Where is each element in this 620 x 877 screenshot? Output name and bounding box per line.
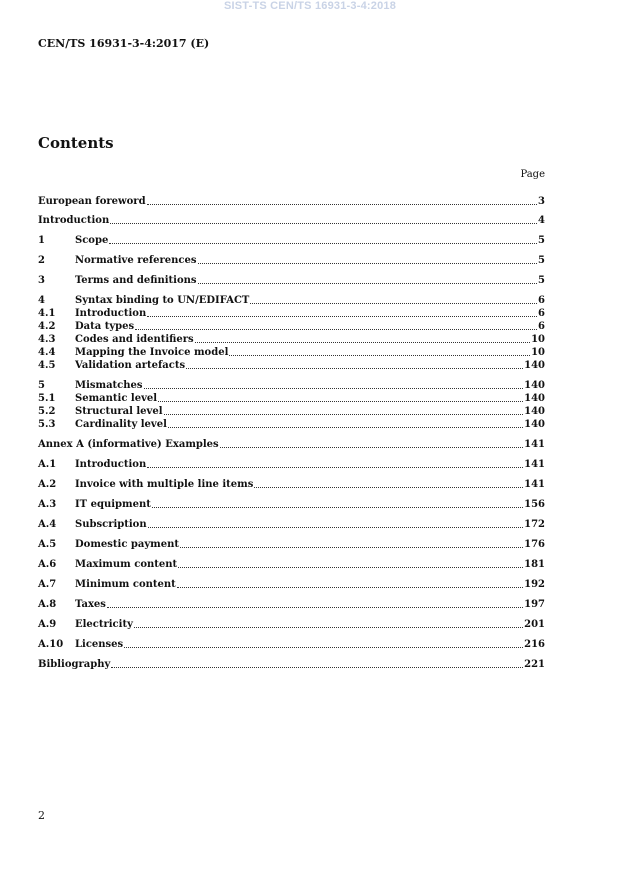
- toc-entry-number: A.8: [38, 599, 57, 610]
- toc-entry-number: 4.1: [38, 308, 56, 319]
- dot-leader: [147, 467, 523, 468]
- toc-entry-page: 5: [538, 275, 545, 286]
- toc-entry-page: 221: [524, 659, 545, 670]
- dot-leader: [178, 567, 523, 568]
- dot-leader: [147, 316, 537, 317]
- table-of-contents: [38, 195, 545, 671]
- dot-leader: [158, 401, 523, 402]
- toc-entry-number: A.3: [38, 499, 57, 510]
- dot-leader: [164, 414, 524, 415]
- toc-entry[interactable]: [38, 392, 545, 405]
- toc-entry-title: Domestic payment: [75, 539, 180, 550]
- toc-entry-page: 176: [524, 539, 545, 550]
- toc-entry-number: 4.5: [38, 360, 56, 371]
- toc-entry-title: Mapping the Invoice model: [75, 347, 229, 358]
- dot-leader: [220, 447, 523, 448]
- dot-leader: [152, 507, 523, 508]
- toc-entry[interactable]: [38, 307, 545, 320]
- toc-entry-number: A.5: [38, 539, 57, 550]
- toc-entry-page: 140: [524, 419, 545, 430]
- toc-entry-page: 140: [524, 406, 545, 417]
- toc-entry-page: 6: [538, 308, 545, 319]
- toc-entry[interactable]: [38, 234, 545, 247]
- toc-entry-title: Bibliography: [38, 659, 111, 670]
- toc-entry-title: Annex A (informative) Examples: [38, 439, 219, 450]
- toc-entry-page: 141: [524, 479, 545, 490]
- toc-entry-title: Introduction: [75, 308, 147, 319]
- toc-entry-number: A.2: [38, 479, 57, 490]
- dot-leader: [144, 388, 524, 389]
- toc-entry[interactable]: [38, 438, 545, 451]
- toc-entry-number: 5: [38, 380, 45, 391]
- toc-entry-page: 156: [524, 499, 545, 510]
- toc-entry-title: Invoice with multiple line items: [75, 479, 254, 490]
- toc-entry-page: 6: [538, 295, 545, 306]
- toc-entry-page: 3: [538, 196, 545, 207]
- toc-entry-title: Terms and definitions: [75, 275, 197, 286]
- toc-entry-number: 4.2: [38, 321, 56, 332]
- dot-leader: [186, 368, 523, 369]
- dot-leader: [198, 283, 538, 284]
- dot-leader: [111, 667, 523, 668]
- page-number: 2: [38, 809, 45, 822]
- toc-entry-page: 4: [538, 215, 545, 226]
- toc-entry[interactable]: [38, 638, 545, 651]
- toc-entry-title: Syntax binding to UN/EDIFACT: [75, 295, 250, 306]
- toc-entry-number: A.6: [38, 559, 57, 570]
- toc-entry-number: A.9: [38, 619, 57, 630]
- toc-entry-title: Minimum content: [75, 579, 176, 590]
- dot-leader: [168, 427, 523, 428]
- toc-entry-title: IT equipment: [75, 499, 151, 510]
- dot-leader: [124, 647, 523, 648]
- toc-entry-number: 5.1: [38, 393, 56, 404]
- toc-entry-page: 192: [524, 579, 545, 590]
- dot-leader: [180, 547, 523, 548]
- toc-entry-number: 1: [38, 235, 45, 246]
- toc-entry-title: Semantic level: [75, 393, 158, 404]
- toc-entry[interactable]: [38, 254, 545, 267]
- toc-entry-title: Subscription: [75, 519, 147, 530]
- dot-leader: [147, 204, 537, 205]
- toc-entry[interactable]: [38, 458, 545, 471]
- toc-entry-number: 4.3: [38, 334, 56, 345]
- toc-entry[interactable]: [38, 578, 545, 591]
- toc-entry[interactable]: [38, 346, 545, 359]
- toc-entry[interactable]: [38, 379, 545, 392]
- watermark: SIST-TS CEN/TS 16931-3-4:2018: [223, 0, 397, 12]
- toc-entry[interactable]: [38, 214, 545, 227]
- toc-entry-title: Electricity: [75, 619, 133, 630]
- toc-entry-page: 5: [538, 235, 545, 246]
- toc-entry-page: 10: [531, 347, 545, 358]
- page-column-label: Page: [520, 169, 545, 180]
- toc-entry[interactable]: [38, 405, 545, 418]
- toc-entry[interactable]: [38, 320, 545, 333]
- toc-entry-number: 5.3: [38, 419, 56, 430]
- toc-entry[interactable]: [38, 359, 545, 372]
- toc-entry-title: Codes and identifiers: [75, 334, 194, 345]
- dot-leader: [177, 587, 523, 588]
- toc-entry-title: Licenses: [75, 639, 124, 650]
- toc-entry[interactable]: [38, 618, 545, 631]
- toc-entry[interactable]: [38, 333, 545, 346]
- toc-entry[interactable]: [38, 518, 545, 531]
- toc-entry-page: 181: [524, 559, 545, 570]
- toc-entry-title: Validation artefacts: [75, 360, 186, 371]
- toc-entry[interactable]: [38, 195, 545, 208]
- toc-entry-page: 201: [524, 619, 545, 630]
- toc-entry-page: 140: [524, 393, 545, 404]
- toc-entry-number: 4.4: [38, 347, 56, 358]
- dot-leader: [107, 607, 523, 608]
- dot-leader: [109, 243, 537, 244]
- toc-entry[interactable]: [38, 658, 545, 671]
- toc-entry-title: Structural level: [75, 406, 163, 417]
- toc-entry-title: Normative references: [75, 255, 197, 266]
- toc-entry[interactable]: [38, 598, 545, 611]
- toc-entry-page: 141: [524, 439, 545, 450]
- toc-entry-title: Introduction: [75, 459, 147, 470]
- toc-entry-page: 141: [524, 459, 545, 470]
- dot-leader: [198, 263, 538, 264]
- toc-entry-page: 5: [538, 255, 545, 266]
- dot-leader: [135, 329, 537, 330]
- dot-leader: [148, 527, 524, 528]
- toc-entry-page: 140: [524, 360, 545, 371]
- toc-entry[interactable]: [38, 274, 545, 287]
- dot-leader: [250, 303, 537, 304]
- toc-entry-page: 172: [524, 519, 545, 530]
- toc-entry-number: A.7: [38, 579, 57, 590]
- dot-leader: [254, 487, 523, 488]
- toc-entry-title: Data types: [75, 321, 135, 332]
- toc-entry-title: Cardinality level: [75, 419, 167, 430]
- dot-leader: [195, 342, 530, 343]
- toc-entry-page: 6: [538, 321, 545, 332]
- dot-leader: [229, 355, 530, 356]
- dot-leader: [110, 223, 537, 224]
- toc-entry[interactable]: [38, 498, 545, 511]
- toc-entry-number: A.10: [38, 639, 64, 650]
- toc-entry-title: Mismatches: [75, 380, 143, 391]
- toc-entry-page: 197: [524, 599, 545, 610]
- dot-leader: [134, 627, 523, 628]
- toc-entry[interactable]: [38, 294, 545, 307]
- toc-entry-number: 2: [38, 255, 45, 266]
- toc-entry-title: Taxes: [75, 599, 106, 610]
- toc-entry-number: 3: [38, 275, 45, 286]
- toc-entry[interactable]: [38, 478, 545, 491]
- toc-entry[interactable]: [38, 558, 545, 571]
- toc-entry[interactable]: [38, 418, 545, 431]
- toc-entry[interactable]: [38, 538, 545, 551]
- contents-heading: Contents: [38, 134, 114, 152]
- toc-entry-number: A.4: [38, 519, 57, 530]
- toc-entry-page: 140: [524, 380, 545, 391]
- toc-entry-title: Introduction: [38, 215, 110, 226]
- toc-entry-page: 216: [524, 639, 545, 650]
- toc-entry-number: A.1: [38, 459, 57, 470]
- toc-entry-page: 10: [531, 334, 545, 345]
- toc-entry-title: European foreword: [38, 196, 146, 207]
- toc-entry-title: Maximum content: [75, 559, 178, 570]
- document-identifier: CEN/TS 16931-3-4:2017 (E): [38, 37, 210, 50]
- toc-entry-number: 5.2: [38, 406, 56, 417]
- toc-entry-title: Scope: [75, 235, 109, 246]
- toc-entry-number: 4: [38, 295, 45, 306]
